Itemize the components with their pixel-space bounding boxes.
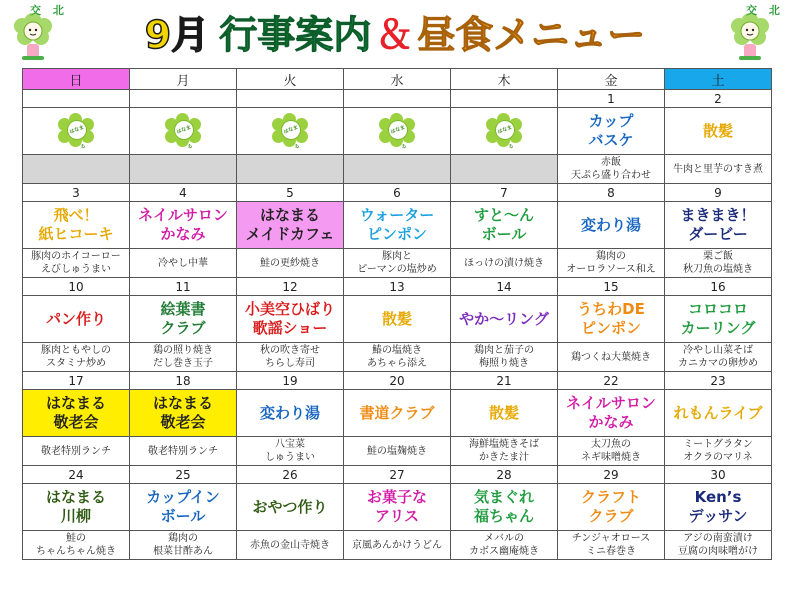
- activity-row: [23, 108, 772, 155]
- date-number: 1: [558, 90, 665, 108]
- activity-label: すと～ん ボール: [473, 206, 534, 243]
- hanamaru-logo-icon: [58, 113, 94, 151]
- hanamaru-logo-icon: [165, 113, 201, 151]
- activity-label: ウォーター ピンポン: [359, 206, 435, 243]
- header: [0, 0, 791, 64]
- date-number: [344, 90, 451, 108]
- lunch-cell: [451, 155, 558, 184]
- activity-label: はなまる 敬老会: [45, 394, 106, 431]
- activity-label: クラフト クラブ: [580, 488, 641, 525]
- activity-cell: [558, 484, 665, 531]
- activity-cell: [344, 390, 451, 437]
- activity-cell: [237, 484, 344, 531]
- activity-row: [23, 202, 772, 249]
- date-number: 24: [23, 466, 130, 484]
- page-title: [80, 2, 710, 60]
- activity-label: 絵葉書 クラブ: [160, 300, 206, 337]
- activity-label: れもんライブ: [673, 403, 763, 422]
- activity-cell: [237, 390, 344, 437]
- lunch-cell: 敬老特別ランチ: [130, 437, 237, 466]
- lunch-cell: 豚肉と ピーマンの塩炒め: [344, 249, 451, 278]
- lunch-cell: 鶏の照り焼き だし巻き玉子: [130, 343, 237, 372]
- title-ampersand: ＆: [375, 12, 414, 57]
- school-name: 交 北: [30, 4, 68, 17]
- lunch-cell: [23, 155, 130, 184]
- lunch-cell: 海鮮塩焼きそば かきたま汁: [451, 437, 558, 466]
- lunch-cell: メバルの カボス幽庵焼き: [451, 531, 558, 560]
- activity-cell: [558, 202, 665, 249]
- title-events: 行事案内: [219, 12, 372, 57]
- activity-label: はなまる 敬老会: [152, 394, 213, 431]
- calendar-table: [22, 68, 772, 560]
- activity-cell: [23, 484, 130, 531]
- lunch-cell: 豚肉のホイコーロー えびしゅうまい: [23, 249, 130, 278]
- activity-label: やか～リング: [459, 309, 549, 328]
- activity-label: カップ バスケ: [588, 112, 634, 149]
- activity-label: はなまる メイドカフェ: [245, 206, 335, 243]
- date-number-row: [23, 90, 772, 108]
- date-number: 10: [23, 278, 130, 296]
- activity-label: お菓子な アリス: [366, 488, 427, 525]
- date-number: 13: [344, 278, 451, 296]
- activity-label: 気まぐれ 福ちゃん: [473, 488, 534, 525]
- weekday-thu: 木: [451, 69, 558, 90]
- date-number: [23, 90, 130, 108]
- activity-label: 飛べ！ 紙ヒコーキ: [38, 206, 114, 243]
- activity-cell: [344, 296, 451, 343]
- activity-label: 散髪: [488, 403, 519, 422]
- date-number: 5: [237, 184, 344, 202]
- activity-cell: [130, 484, 237, 531]
- lunch-cell: ほっけの漬け焼き: [451, 249, 558, 278]
- lunch-cell: 秋の吹き寄せ ちらし寿司: [237, 343, 344, 372]
- activity-label: 小美空ひばり 歌謡ショー: [244, 300, 335, 337]
- hanamaru-logo-icon: [486, 113, 522, 151]
- activity-label: 散髪: [702, 121, 733, 140]
- lunch-cell: 鰆の塩焼き あちゃら添え: [344, 343, 451, 372]
- date-number: 14: [451, 278, 558, 296]
- date-number: 18: [130, 372, 237, 390]
- activity-label: はなまる 川柳: [45, 488, 106, 525]
- lunch-cell: 赤飯 天ぷら盛り合わせ: [558, 155, 665, 184]
- date-number: 4: [130, 184, 237, 202]
- lunch-cell: 鮭の塩麹焼き: [344, 437, 451, 466]
- weekday-sat: 土: [665, 69, 772, 90]
- lunch-row: [23, 155, 772, 184]
- date-number-row: [23, 278, 772, 296]
- date-number: 23: [665, 372, 772, 390]
- lunch-cell: ミートグラタン オクラのマリネ: [665, 437, 772, 466]
- date-number: 12: [237, 278, 344, 296]
- activity-cell: [665, 296, 772, 343]
- activity-label: 書道クラブ: [359, 403, 435, 422]
- activity-label: まきまき！ ダービー: [680, 206, 756, 243]
- activity-cell: [344, 108, 451, 155]
- date-number: 25: [130, 466, 237, 484]
- activity-cell: [451, 390, 558, 437]
- lunch-cell: チンジャオロース ミニ春巻き: [558, 531, 665, 560]
- title-month: 9月: [144, 12, 210, 57]
- lunch-cell: 赤魚の金山寺焼き: [237, 531, 344, 560]
- activity-label: カップイン ボール: [146, 488, 220, 525]
- activity-cell: [344, 484, 451, 531]
- activity-cell: [237, 202, 344, 249]
- activity-cell: [344, 202, 451, 249]
- date-number: 16: [665, 278, 772, 296]
- lunch-cell: 鶏肉の 根菜甘酢あん: [130, 531, 237, 560]
- logo-text: はなまる: [492, 117, 518, 143]
- activity-label: コロコロ カーリング: [680, 300, 756, 337]
- logo-text: はなまる: [278, 117, 304, 143]
- hanamaru-logo-icon: [379, 113, 415, 151]
- lunch-cell: [130, 155, 237, 184]
- lunch-cell: 冷やし中華: [130, 249, 237, 278]
- date-number: 17: [23, 372, 130, 390]
- activity-cell: [665, 202, 772, 249]
- lunch-cell: アジの南蛮漬け 豆腐の肉味噌がけ: [665, 531, 772, 560]
- title-lunch: 昼食メニュー: [417, 12, 646, 57]
- weekday-wed: 水: [344, 69, 451, 90]
- date-number-row: [23, 372, 772, 390]
- date-number: [451, 90, 558, 108]
- lunch-cell: 鮭の ちゃんちゃん焼き: [23, 531, 130, 560]
- activity-label: うちわDE ピンポン: [577, 300, 645, 337]
- lunch-cell: 八宝菜 しゅうまい: [237, 437, 344, 466]
- activity-cell: [23, 202, 130, 249]
- activity-cell: [130, 296, 237, 343]
- date-number: 6: [344, 184, 451, 202]
- lunch-cell: 牛肉と里芋のすき煮: [665, 155, 772, 184]
- activity-row: [23, 484, 772, 531]
- date-number-row: [23, 184, 772, 202]
- date-number-row: [23, 466, 772, 484]
- activity-cell: [130, 202, 237, 249]
- logo-text: はなまる: [171, 117, 197, 143]
- activity-cell: [237, 108, 344, 155]
- lunch-row: [23, 249, 772, 278]
- date-number: [237, 90, 344, 108]
- date-number: 3: [23, 184, 130, 202]
- activity-cell: [130, 108, 237, 155]
- hanamaru-logo-icon: [272, 113, 308, 151]
- activity-cell: [23, 296, 130, 343]
- activity-label: ネイルサロン かなみ: [138, 206, 228, 243]
- activity-cell: [558, 390, 665, 437]
- date-number: [130, 90, 237, 108]
- date-number: 30: [665, 466, 772, 484]
- lunch-cell: 京風あんかけうどん: [344, 531, 451, 560]
- activity-label: おやつ作り: [252, 497, 328, 516]
- date-number: 2: [665, 90, 772, 108]
- school-name: 交 北: [746, 4, 784, 17]
- date-number: 7: [451, 184, 558, 202]
- activity-cell: [558, 108, 665, 155]
- weekday-sun: 日: [23, 69, 130, 90]
- activity-row: [23, 390, 772, 437]
- lunch-cell: 敬老特別ランチ: [23, 437, 130, 466]
- lunch-row: [23, 437, 772, 466]
- date-number: 11: [130, 278, 237, 296]
- activity-row: [23, 296, 772, 343]
- lunch-cell: 鶏肉と茄子の 梅照り焼き: [451, 343, 558, 372]
- date-number: 28: [451, 466, 558, 484]
- date-number: 27: [344, 466, 451, 484]
- activity-label: Ken’s デッサン: [688, 488, 748, 525]
- activity-label: パン作り: [45, 309, 106, 328]
- logo-text: はなまる: [64, 117, 90, 143]
- activity-label: 変わり湯: [259, 403, 320, 422]
- lunch-cell: 鶏肉の オーロラソース和え: [558, 249, 665, 278]
- lunch-cell: [344, 155, 451, 184]
- activity-cell: [451, 296, 558, 343]
- activity-cell: [451, 484, 558, 531]
- logo-text: はなまる: [385, 117, 411, 143]
- activity-cell: [665, 484, 772, 531]
- activity-cell: [558, 296, 665, 343]
- weekday-header-row: [23, 69, 772, 90]
- activity-cell: [665, 390, 772, 437]
- lunch-row: [23, 531, 772, 560]
- lunch-row: [23, 343, 772, 372]
- weekday-tue: 火: [237, 69, 344, 90]
- lunch-cell: 鶏つくね大葉焼き: [558, 343, 665, 372]
- date-number: 20: [344, 372, 451, 390]
- activity-cell: [665, 108, 772, 155]
- activity-label: ネイルサロン かなみ: [566, 394, 656, 431]
- date-number: 15: [558, 278, 665, 296]
- activity-cell: [451, 202, 558, 249]
- weekday-fri: 金: [558, 69, 665, 90]
- activity-cell: [130, 390, 237, 437]
- date-number: 26: [237, 466, 344, 484]
- lunch-cell: 冷やし山菜そば カニカマの卵炒め: [665, 343, 772, 372]
- activity-label: 変わり湯: [580, 215, 641, 234]
- lunch-cell: 太刀魚の ネギ味噌焼き: [558, 437, 665, 466]
- lunch-cell: 鮭の更紗焼き: [237, 249, 344, 278]
- weekday-mon: 月: [130, 69, 237, 90]
- date-number: 22: [558, 372, 665, 390]
- activity-cell: [23, 390, 130, 437]
- lunch-cell: 栗ご飯 秋刀魚の塩焼き: [665, 249, 772, 278]
- date-number: 9: [665, 184, 772, 202]
- lunch-cell: 豚肉ともやしの スタミナ炒め: [23, 343, 130, 372]
- activity-cell: [23, 108, 130, 155]
- activity-cell: [451, 108, 558, 155]
- date-number: 21: [451, 372, 558, 390]
- date-number: 29: [558, 466, 665, 484]
- lunch-cell: [237, 155, 344, 184]
- date-number: 19: [237, 372, 344, 390]
- date-number: 8: [558, 184, 665, 202]
- activity-label: 散髪: [381, 309, 412, 328]
- activity-cell: [237, 296, 344, 343]
